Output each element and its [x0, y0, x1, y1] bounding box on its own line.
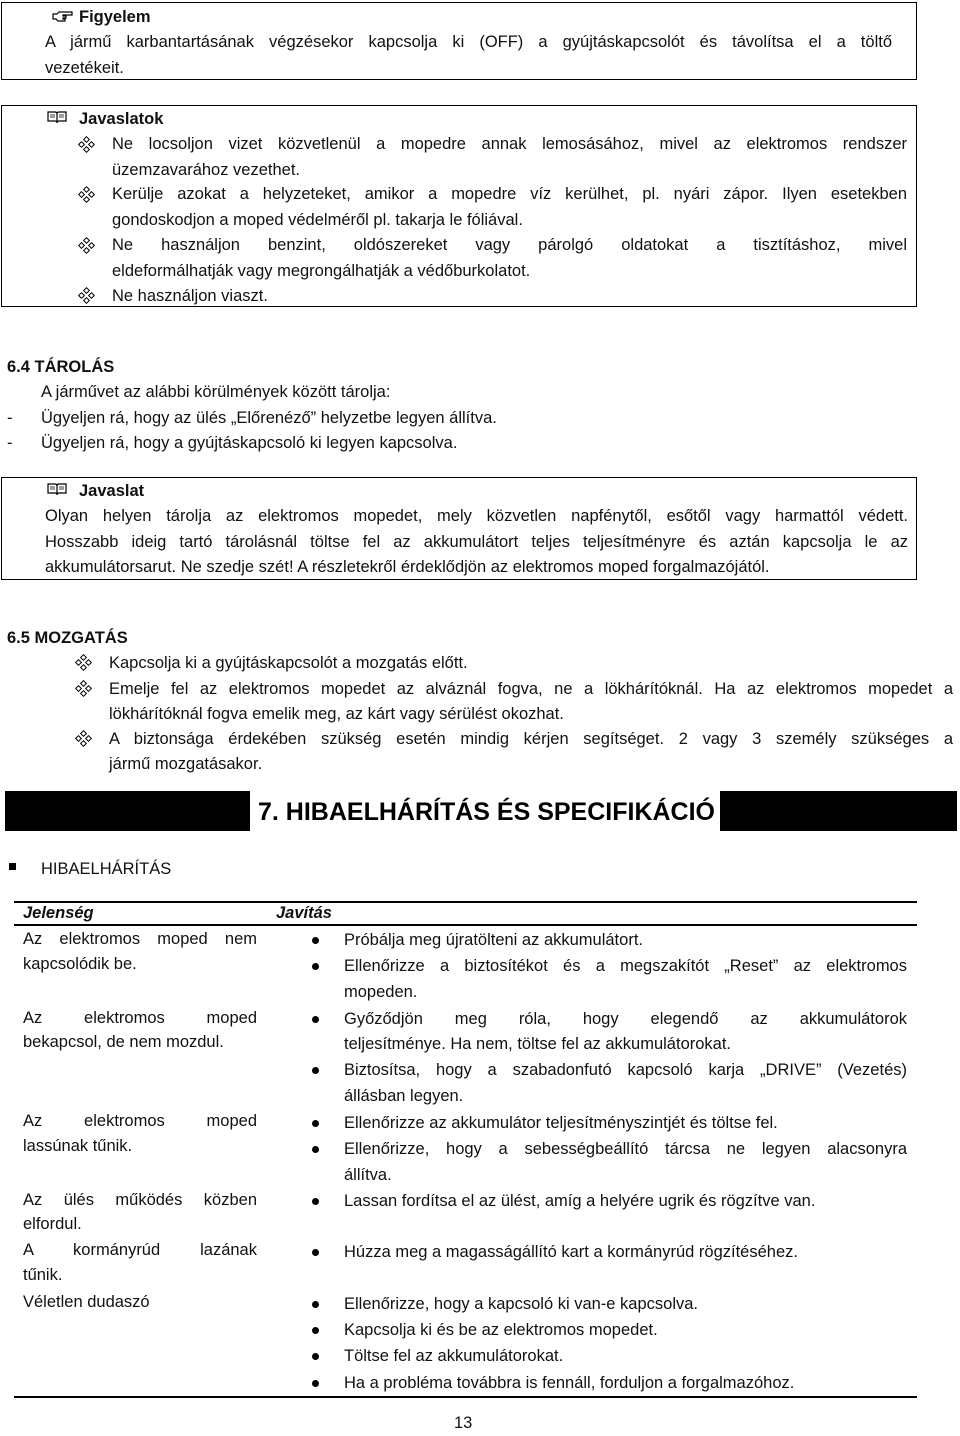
tip-item-3-line1: Ne használjon benzint, oldószereket vagy párolgó oldatokat a tisztításhoz, mivel	[112, 236, 907, 254]
book-icon	[47, 482, 67, 496]
bullet-dot	[312, 1353, 319, 1360]
diamond-bullet-icon	[76, 655, 92, 671]
bullet-dot	[312, 1120, 319, 1127]
symptom-5-line2: tűnik.	[23, 1266, 63, 1284]
warning-title: Figyelem	[79, 8, 151, 26]
diamond-bullet-icon	[76, 681, 92, 697]
fix-4-1-line1: Lassan fordítsa el az ülést, amíg a helyére ugrik és rögzítve van.	[344, 1192, 816, 1210]
dash-bullet: -	[7, 434, 13, 452]
table-divider	[14, 924, 917, 926]
diamond-bullet-icon	[79, 187, 95, 203]
table-frame	[14, 901, 917, 903]
symptom-6-line1: Véletlen dudaszó	[23, 1293, 150, 1311]
fix-2-2-line1: Biztosítsa, hogy a szabadonfutó kapcsoló karja „DRIVE” (Vezetés)	[344, 1061, 907, 1079]
storage-item-1: Ügyeljen rá, hogy az ülés „Előrenéző” helyzetbe legyen állítva.	[41, 409, 497, 427]
bullet-dot	[312, 937, 319, 944]
section-title: 7. HIBAELHÁRÍTÁS ÉS SPECIFIKÁCIÓ	[258, 798, 715, 826]
symptom-2-line2: bekapcsol, de nem mozdul.	[23, 1033, 224, 1051]
bullet-dot	[312, 1016, 319, 1023]
square-bullet-icon	[9, 863, 16, 870]
moving-item-2-line1: Emelje fel az elektromos mopedet az alváznál fogva, ne a lökhárítóknál. Ha az elektromos mopedet a	[109, 680, 953, 698]
table-header-symptom: Jelenség	[23, 904, 94, 922]
fix-1-2-line2: mopeden.	[344, 983, 418, 1001]
symptom-1-line2: kapcsolódik be.	[23, 955, 137, 973]
bullet-dot	[312, 1198, 319, 1205]
warning-text-line1: A jármű karbantartásának végzésekor kapcsolja ki (OFF) a gyújtáskapcsolót és távolítsa el a töltő	[45, 33, 892, 51]
bullet-dot	[312, 1327, 319, 1334]
table-bottom-border	[14, 1396, 917, 1398]
moving-item-1-line1: Kapcsolja ki a gyújtáskapcsolót a mozgatás előtt.	[109, 654, 468, 672]
fix-3-1-line1: Ellenőrizze az akkumulátor teljesítményszintjét és töltse fel.	[344, 1114, 778, 1132]
tip2-line3: akkumulátorsarut. Ne szedje szét! A részletekről érdeklődjön az elektromos moped forgalmazójától.	[45, 558, 770, 576]
fix-2-2-line2: állásban legyen.	[344, 1087, 464, 1105]
fix-6-3-line1: Töltse fel az akkumulátorokat.	[344, 1347, 564, 1365]
bullet-dot	[312, 1249, 319, 1256]
fix-6-1-line1: Ellenőrizze, hogy a kapcsoló ki van-e kapcsolva.	[344, 1295, 699, 1313]
bullet-dot	[312, 1301, 319, 1308]
tip-item-2-line2: gondoskodjon a moped védelméről pl. takarja le fóliával.	[112, 211, 523, 229]
fix-1-1-line1: Próbálja meg újratölteni az akkumulátort.	[344, 931, 643, 949]
dash-bullet: -	[7, 409, 13, 427]
storage-heading: 6.4 TÁROLÁS	[7, 358, 115, 376]
tip-item-4-line1: Ne használjon viaszt.	[112, 287, 268, 305]
storage-item-2: Ügyeljen rá, hogy a gyújtáskapcsoló ki legyen kapcsolva.	[41, 434, 458, 452]
diamond-bullet-icon	[79, 288, 95, 304]
table-header-fix: Javítás	[276, 904, 332, 922]
bullet-dot	[312, 1067, 319, 1074]
fix-2-1-line1: Győződjön meg róla, hogy elegendő az akkumulátorok	[344, 1010, 907, 1028]
symptom-1-line1: Az elektromos moped nem	[23, 930, 257, 948]
subsection-title: HIBAELHÁRÍTÁS	[41, 860, 172, 878]
fix-6-2-line1: Kapcsolja ki és be az elektromos mopedet.	[344, 1321, 658, 1339]
symptom-4-line1: Az ülés működés közben	[23, 1191, 257, 1209]
pointing-hand-icon	[52, 9, 74, 23]
fix-3-2-line1: Ellenőrizze, hogy a sebességbeállító tárcsa ne legyen alacsonyra	[344, 1140, 907, 1158]
fix-3-2-line2: állítva.	[344, 1166, 392, 1184]
fix-2-1-line2: teljesítménye. Ha nem, töltse fel az akkumulátorokat.	[344, 1035, 732, 1053]
diamond-bullet-icon	[76, 731, 92, 747]
symptom-5-line1: A kormányrúd lazának	[23, 1241, 257, 1259]
fix-5-1-line1: Húzza meg a magasságállító kart a kormányrúd rögzítéséhez.	[344, 1243, 798, 1261]
bullet-dot	[312, 963, 319, 970]
tips-title: Javaslatok	[79, 110, 164, 128]
symptom-3-line2: lassúnak tűnik.	[23, 1137, 133, 1155]
diamond-bullet-icon	[79, 137, 95, 153]
symptom-4-line2: elfordul.	[23, 1215, 82, 1233]
symptom-3-line1: Az elektromos moped	[23, 1112, 257, 1130]
page-number: 13	[454, 1414, 473, 1432]
bullet-dot	[312, 1146, 319, 1153]
fix-6-4-line1: Ha a probléma továbbra is fennáll, forduljon a forgalmazóhoz.	[344, 1374, 795, 1392]
moving-item-3-line2: jármű mozgatásakor.	[109, 755, 263, 773]
tip-item-3-line2: eldeformálhatják vagy megrongálhatják a védőburkolatot.	[112, 262, 531, 280]
tip-item-1-line2: üzemzavarához vezethet.	[112, 161, 301, 179]
symptom-2-line1: Az elektromos moped	[23, 1009, 257, 1027]
moving-heading: 6.5 MOZGATÁS	[7, 629, 128, 647]
bullet-dot	[312, 1380, 319, 1387]
fix-1-2-line1: Ellenőrizze a biztosítékot és a megszakítót „Reset” az elektromos	[344, 957, 907, 975]
moving-item-2-line2: lökhárítóknál fogva emelik meg, az kárt vagy sérülést okozhat.	[109, 705, 564, 723]
tip2-title: Javaslat	[79, 482, 145, 500]
tip-item-2-line1: Kerülje azokat a helyzeteket, amikor a mopedre víz kerülhet, pl. nyári zápor. Ilyen esetekben	[112, 185, 907, 203]
tip2-line1: Olyan helyen tárolja az elektromos mopedet, mely közvetlen napfénytől, esőtől vagy harmattól védett.	[45, 507, 908, 525]
tip-item-1-line1: Ne locsoljon vizet közvetlenül a mopedre annak lemosásához, mivel az elektromos rendszer	[112, 135, 907, 153]
warning-text-line2: vezetékeit.	[45, 59, 124, 77]
diamond-bullet-icon	[79, 238, 95, 254]
tip2-line2: Hosszabb ideig tartó tárolásnál töltse fel az akkumulátort teljes teljesítményre és aztán kapcsolja le az	[45, 533, 908, 551]
book-icon	[47, 110, 67, 124]
storage-intro: A járművet az alábbi körülmények között tárolja:	[41, 383, 391, 401]
moving-item-3-line1: A biztonsága érdekében szükség esetén mindig kérjen segítséget. 2 vagy 3 személy szükséges a	[109, 730, 953, 748]
